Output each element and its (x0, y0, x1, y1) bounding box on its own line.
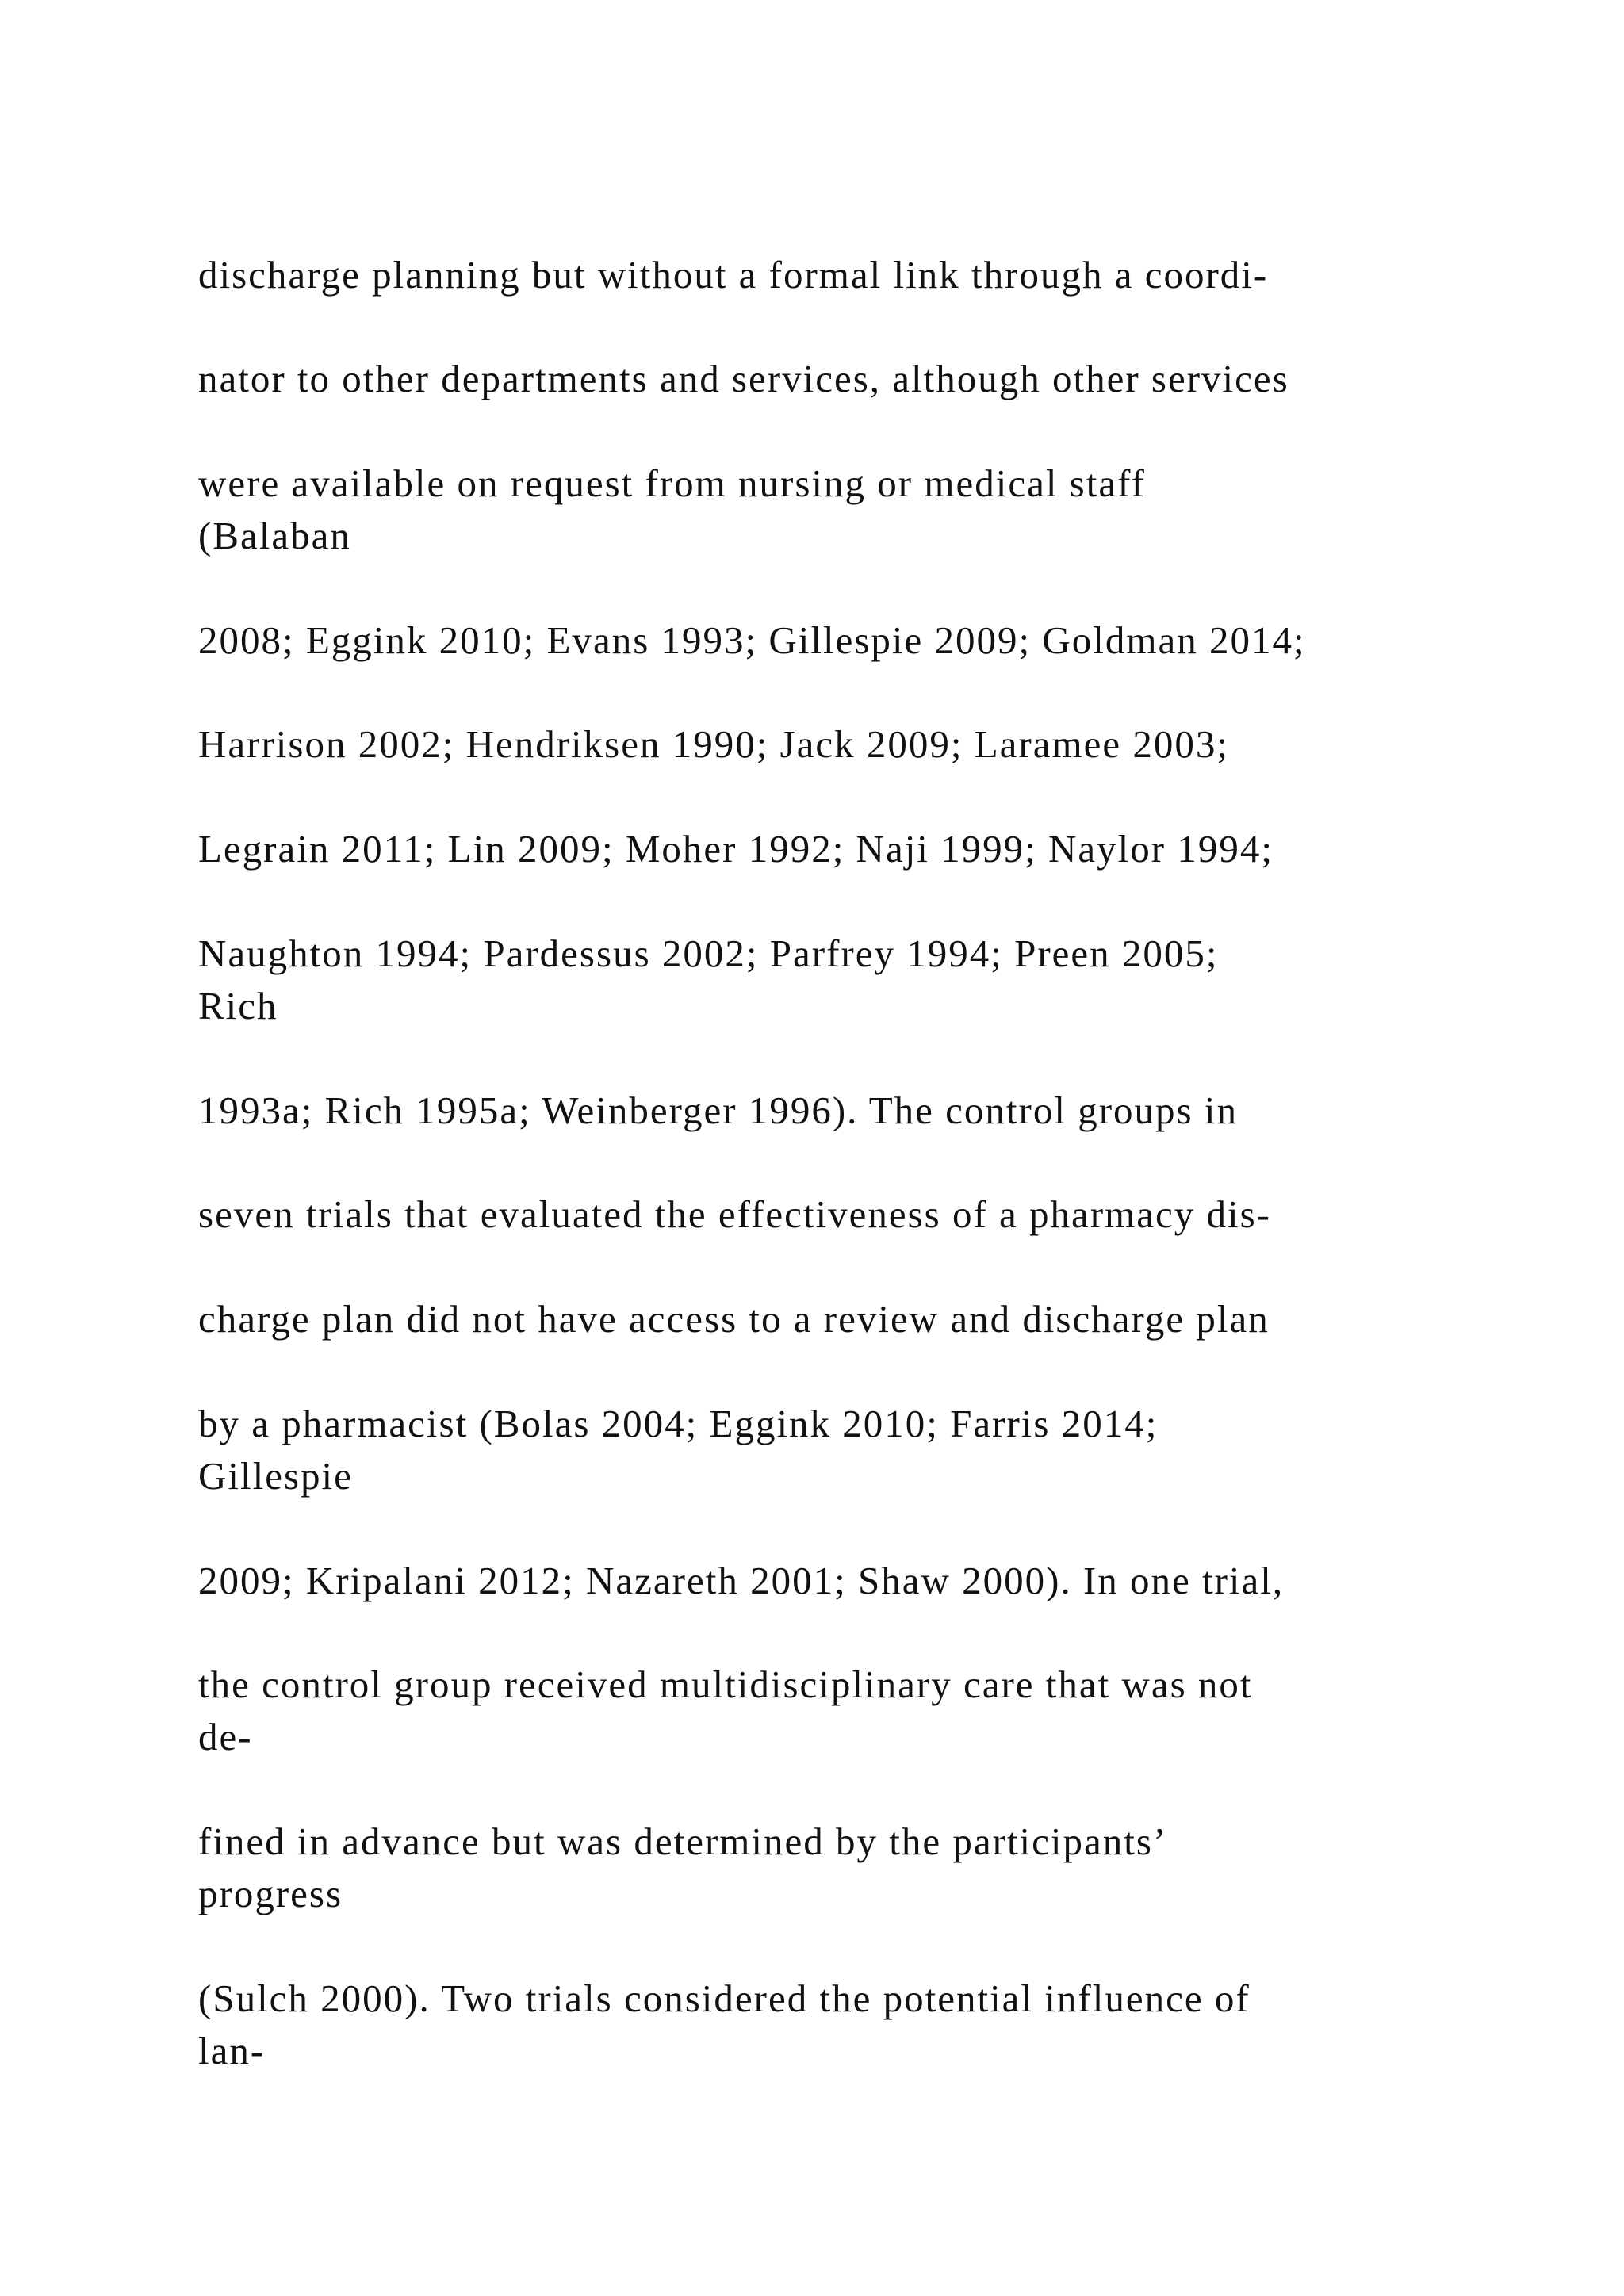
text-line: 2008; Eggink 2010; Evans 1993; Gillespie 2009; Goldman 2014; (198, 618, 1306, 662)
text-line: 2009; Kripalani 2012; Nazareth 2001; Shaw 2000). In one trial, (198, 1559, 1285, 1602)
text-line: progress (198, 1872, 343, 1915)
text-line: were available on request from nursing or medical staff (198, 461, 1146, 505)
text-line: fined in advance but was determined by the participants’ (198, 1820, 1168, 1863)
text-line: (Balaban (198, 514, 351, 557)
text-line: lan- (198, 2029, 266, 2072)
text-line: Gillespie (198, 1454, 353, 1498)
text-line: Naughton 1994; Pardessus 2002; Parfrey 1994; Preen 2005; (198, 932, 1219, 975)
text-line: discharge planning but without a formal link through a coordi- (198, 253, 1269, 297)
text-line: Harrison 2002; Hendriksen 1990; Jack 2009; Laramee 2003; (198, 722, 1229, 766)
text-line: nator to other departments and services, although other services (198, 357, 1289, 400)
text-line: by a pharmacist (Bolas 2004; Eggink 2010; Farris 2014; (198, 1402, 1159, 1445)
text-line: (Sulch 2000). Two trials considered the potential influence of (198, 1976, 1251, 2020)
text-line: Rich (198, 984, 278, 1027)
text-line: 1993a; Rich 1995a; Weinberger 1996). The control groups in (198, 1089, 1238, 1132)
text-line: seven trials that evaluated the effectiveness of a pharmacy dis- (198, 1192, 1271, 1236)
text-line: charge plan did not have access to a review and discharge plan (198, 1297, 1270, 1341)
text-line: de- (198, 1715, 253, 1758)
text-line: the control group received multidisciplinary care that was not (198, 1663, 1253, 1706)
text-line: Legrain 2011; Lin 2009; Moher 1992; Naji 1999; Naylor 1994; (198, 827, 1274, 871)
